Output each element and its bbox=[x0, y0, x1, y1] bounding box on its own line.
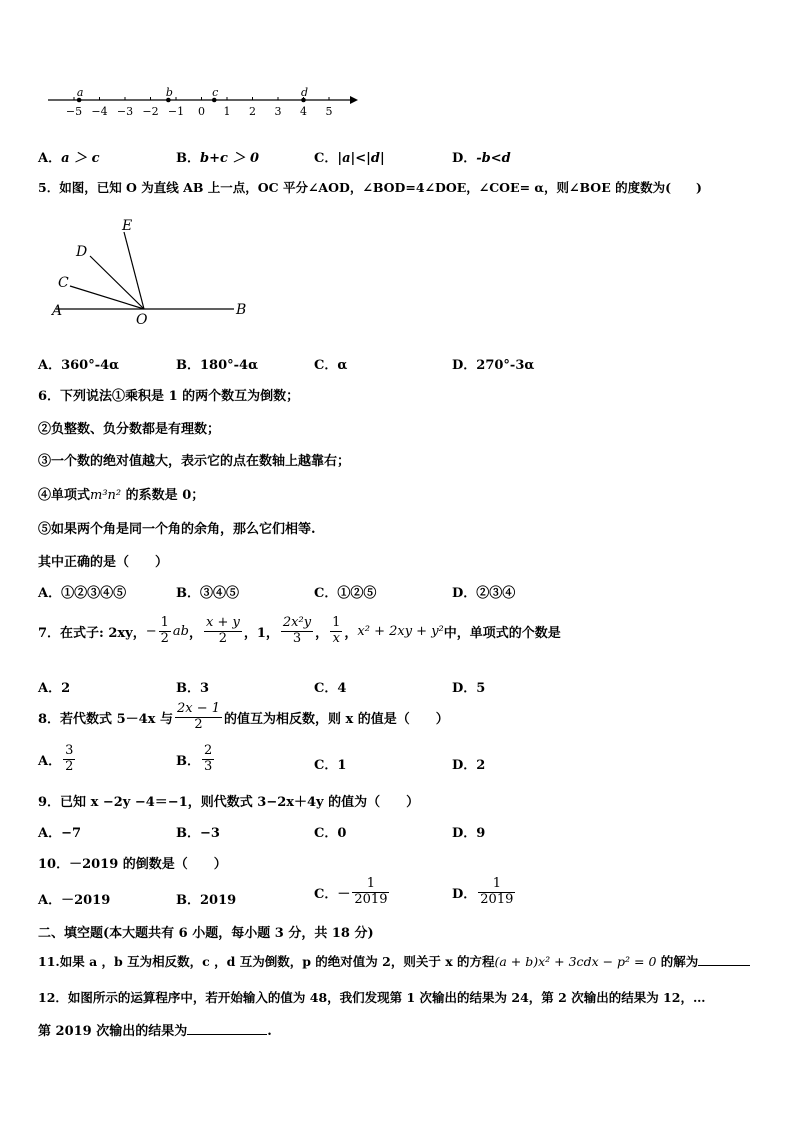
option-text: 4 bbox=[337, 681, 347, 696]
q6-prompt: 其中正确的是（ ） bbox=[38, 555, 169, 570]
q7-stem bbox=[38, 616, 561, 647]
separator-one: ，1， bbox=[243, 625, 279, 641]
denominator: 2 bbox=[218, 630, 228, 646]
q10-option-d[interactable] bbox=[452, 877, 517, 908]
q6-option-d[interactable] bbox=[452, 582, 515, 601]
denominator: 2 bbox=[160, 630, 169, 646]
number-line-figure bbox=[44, 84, 364, 124]
option-letter: A． bbox=[38, 151, 62, 166]
tick-label: −3 bbox=[116, 105, 134, 118]
fraction-one-over-2019 bbox=[478, 877, 515, 908]
q12-stem: 12．如图所示的运算程序中，若开始输入的值为 48，我们发现第 1 次输出的结果为 24，第 2 次输出的结果为 12，… bbox=[38, 990, 706, 1005]
point-label: c bbox=[212, 86, 219, 99]
option-text: ①②③④⑤ bbox=[61, 586, 127, 601]
option-letter: B． bbox=[176, 893, 200, 908]
fraction-three-halves bbox=[63, 744, 75, 775]
option-text: b+c ＞ 0 bbox=[200, 151, 259, 166]
tick-label: 1 bbox=[223, 105, 231, 118]
tick-label: 3 bbox=[274, 105, 282, 118]
q10-option-c[interactable] bbox=[314, 877, 391, 908]
q6-option-c[interactable] bbox=[314, 582, 376, 601]
fraction-2x-minus-1 bbox=[175, 702, 222, 733]
q11-pre: 11.如果 a ，b 互为相反数，c ，d 互为倒数，p 的绝对值为 2，则关于 x 的方程 bbox=[38, 954, 495, 969]
fraction-half bbox=[159, 616, 171, 647]
q9-option-d[interactable] bbox=[452, 822, 485, 841]
q9-option-c[interactable] bbox=[314, 822, 346, 841]
answer-blank[interactable] bbox=[187, 1022, 267, 1035]
denominator: 3 bbox=[204, 758, 213, 774]
arrow-head-icon bbox=[350, 96, 358, 104]
q6-statement-5: ⑤如果两个角是同一个角的余角，那么它们相等. bbox=[38, 522, 316, 537]
option-letter: D． bbox=[452, 586, 477, 601]
q6-statement-4-pre: ④单项式 bbox=[38, 488, 91, 503]
option-text: −7 bbox=[61, 826, 82, 841]
q5-stem: 5．如图，已知 O 为直线 AB 上一点，OC 平分∠AOD，∠BOD=4∠DOE，∠COE= α，则∠BOE 的度数为( ) bbox=[38, 180, 702, 195]
option-text: 9 bbox=[476, 826, 486, 841]
q7-option-b[interactable] bbox=[176, 677, 209, 696]
q8-option-b[interactable] bbox=[176, 744, 216, 775]
q8-stem bbox=[38, 702, 449, 733]
tick-label: 2 bbox=[249, 105, 256, 118]
denominator: x bbox=[332, 630, 340, 646]
option-text: ③④⑤ bbox=[200, 586, 240, 601]
q5-option-c[interactable] bbox=[314, 354, 347, 373]
q7-option-d[interactable] bbox=[452, 677, 485, 696]
option-letter: A． bbox=[38, 826, 62, 841]
polynomial-expr: x² + 2xy + y² bbox=[357, 623, 444, 639]
fraction-x-plus-y bbox=[204, 616, 242, 647]
option-letter: D． bbox=[452, 358, 477, 373]
tick-label: −4 bbox=[91, 105, 108, 118]
label-e: E bbox=[122, 218, 133, 234]
minus-sign: − bbox=[145, 623, 157, 639]
option-letter: A． bbox=[38, 893, 62, 908]
tick-label: −5 bbox=[65, 105, 83, 118]
numerator: 2 bbox=[204, 743, 213, 758]
option-letter: B． bbox=[176, 151, 200, 166]
q5-option-b[interactable] bbox=[176, 354, 258, 373]
q5-option-a[interactable] bbox=[38, 354, 119, 373]
equation: (a + b)x² + 3cdx − p² = 0 bbox=[494, 954, 657, 969]
option-text: −3 bbox=[200, 826, 220, 841]
tick-label: −2 bbox=[142, 105, 159, 118]
numerator: 1 bbox=[332, 615, 341, 630]
answer-blank[interactable] bbox=[698, 953, 750, 966]
q4-option-c[interactable] bbox=[314, 147, 385, 166]
fraction-2x2y bbox=[281, 616, 313, 647]
numerator: 2x − 1 bbox=[176, 701, 220, 716]
numerator: 2x²y bbox=[282, 615, 312, 630]
option-text: ①②⑤ bbox=[337, 586, 377, 601]
q6-statement-2: ②负整数、负分数都是有理数； bbox=[38, 422, 221, 437]
numerator: 3 bbox=[65, 743, 74, 758]
option-letter: A． bbox=[38, 753, 62, 769]
q6-stem: 6．下列说法①乘积是 1 的两个数互为倒数； bbox=[38, 389, 300, 404]
option-letter: A． bbox=[38, 586, 62, 601]
fraction-one-over-x bbox=[330, 616, 342, 647]
q12-stem-cont bbox=[38, 1020, 272, 1039]
q9-option-b[interactable] bbox=[176, 822, 220, 841]
option-letter: A． bbox=[38, 358, 62, 373]
fraction-one-over-2019 bbox=[352, 877, 389, 908]
option-text: a ＞ c bbox=[61, 151, 100, 166]
option-text: 2 bbox=[61, 681, 71, 696]
separator: ， bbox=[189, 625, 203, 641]
option-text: －2019 bbox=[61, 893, 111, 908]
point-label: b bbox=[165, 86, 173, 99]
option-letter: D． bbox=[452, 151, 477, 166]
separator: ， bbox=[315, 625, 329, 641]
q6-statement-4-post: 的系数是 0； bbox=[121, 488, 205, 503]
option-text: 3 bbox=[200, 681, 210, 696]
tick-label: 0 bbox=[198, 105, 205, 118]
option-text: 2 bbox=[476, 758, 486, 773]
q5-angle-figure bbox=[44, 214, 264, 330]
tick-label: 5 bbox=[325, 105, 333, 118]
q7-option-c[interactable] bbox=[314, 677, 346, 696]
option-text: α bbox=[337, 358, 348, 373]
minus-sign: － bbox=[337, 886, 351, 902]
q8-pre: 8．若代数式 5－4x 与 bbox=[38, 711, 173, 727]
q10-option-a[interactable] bbox=[38, 889, 110, 908]
option-text: 2019 bbox=[200, 893, 237, 908]
option-text: -b<d bbox=[476, 151, 511, 166]
option-letter: C． bbox=[314, 586, 338, 601]
denominator: 3 bbox=[292, 630, 302, 646]
q9-option-a[interactable] bbox=[38, 822, 81, 841]
label-b: B bbox=[236, 302, 247, 318]
numerator: x + y bbox=[206, 615, 240, 630]
separator: ， bbox=[344, 625, 358, 641]
q6-statement-4 bbox=[38, 484, 204, 503]
section-title: 二、填空题(本大题共有 6 小题，每小题 3 分，共 18 分) bbox=[38, 926, 374, 941]
q4-option-a[interactable] bbox=[38, 147, 100, 166]
q6-option-a[interactable] bbox=[38, 582, 126, 601]
option-letter: D． bbox=[452, 681, 477, 696]
q4-option-d[interactable] bbox=[452, 147, 511, 166]
fraction-two-thirds bbox=[202, 744, 214, 775]
label-d: D bbox=[76, 244, 88, 260]
option-letter: A． bbox=[38, 681, 62, 696]
tick-label: 4 bbox=[300, 105, 307, 118]
option-letter: B． bbox=[176, 681, 200, 696]
option-letter: D． bbox=[452, 886, 477, 902]
option-text: 360°-4α bbox=[61, 358, 120, 373]
q8-option-a[interactable] bbox=[38, 744, 77, 775]
option-text: 0 bbox=[337, 826, 347, 841]
q11-stem bbox=[38, 952, 750, 970]
option-letter: B． bbox=[176, 826, 200, 841]
q7-pre: 7．在式子: 2xy， bbox=[38, 625, 146, 641]
q12-tail: . bbox=[267, 1024, 272, 1039]
point-label: a bbox=[76, 86, 84, 99]
option-text: 270°-3α bbox=[476, 358, 535, 373]
label-c: C bbox=[58, 275, 69, 291]
q8-option-d[interactable] bbox=[452, 754, 485, 773]
option-text: 5 bbox=[476, 681, 486, 696]
numerator: 1 bbox=[478, 877, 515, 893]
option-letter: C． bbox=[314, 758, 338, 773]
denominator: 2 bbox=[194, 716, 203, 732]
q5-option-d[interactable] bbox=[452, 354, 534, 373]
option-letter: C． bbox=[314, 681, 338, 696]
option-text: ②③④ bbox=[476, 586, 516, 601]
q6-option-b[interactable] bbox=[176, 582, 239, 601]
option-letter: C． bbox=[314, 151, 338, 166]
q8-post: 的值互为相反数，则 x 的值是（ ） bbox=[223, 711, 449, 727]
q10-stem: 10．－2019 的倒数是（ ） bbox=[38, 857, 227, 872]
q12-line2: 第 2019 次输出的结果为 bbox=[38, 1024, 188, 1039]
q7-post: 中，单项式的个数是 bbox=[443, 625, 561, 641]
fraction-tail: ab bbox=[172, 623, 189, 639]
q4-option-b[interactable] bbox=[176, 147, 259, 166]
option-text: 1 bbox=[337, 758, 347, 773]
option-letter: D． bbox=[452, 826, 477, 841]
q10-option-b[interactable] bbox=[176, 889, 236, 908]
option-letter: C． bbox=[314, 826, 338, 841]
q8-option-c[interactable] bbox=[314, 754, 346, 773]
q7-option-a[interactable] bbox=[38, 677, 70, 696]
label-o: O bbox=[136, 312, 148, 328]
numerator: 1 bbox=[352, 877, 389, 893]
point-label: d bbox=[300, 86, 309, 99]
q9-stem: 9．已知 x −2y −4＝−1，则代数式 3−2x＋4y 的值为（ ） bbox=[38, 795, 420, 810]
label-a: A bbox=[52, 303, 63, 319]
denominator: 2019 bbox=[354, 891, 388, 907]
option-letter: B． bbox=[176, 586, 200, 601]
option-letter: B． bbox=[176, 753, 200, 769]
denominator: 2 bbox=[65, 758, 74, 774]
option-letter: C． bbox=[314, 886, 338, 902]
option-letter: D． bbox=[452, 758, 477, 773]
numerator: 1 bbox=[160, 615, 169, 630]
q6-statement-3: ③一个数的绝对值越大，表示它的点在数轴上越靠右； bbox=[38, 454, 351, 469]
option-letter: B． bbox=[176, 358, 200, 373]
monomial-expr: m³n² bbox=[90, 488, 122, 503]
option-letter: C． bbox=[314, 358, 338, 373]
denominator: 2019 bbox=[480, 891, 514, 907]
option-text: |a|<|d| bbox=[337, 151, 385, 166]
option-text: 180°-4α bbox=[200, 358, 259, 373]
tick-label: −1 bbox=[167, 105, 185, 118]
q11-post: 的解为 bbox=[656, 954, 699, 969]
